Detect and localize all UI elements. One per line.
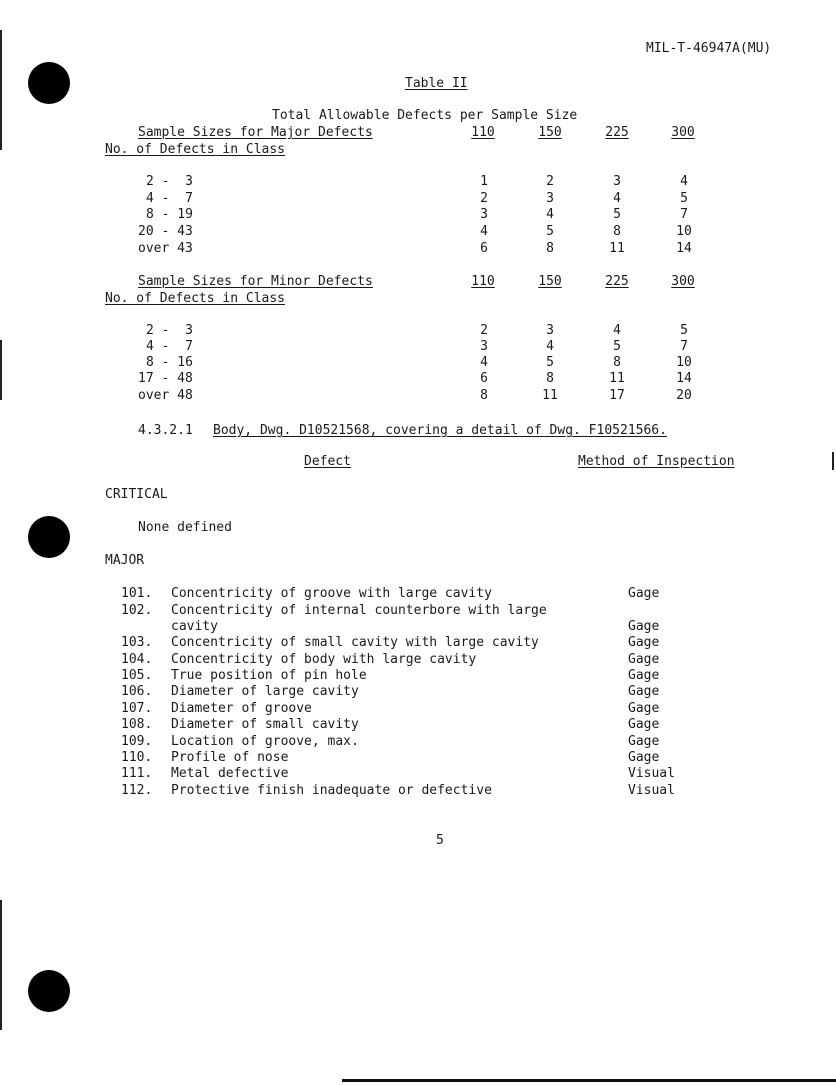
table-cell: 8	[613, 224, 621, 239]
defect-description: Concentricity of body with large cavity	[171, 652, 477, 667]
table-cell: 5	[546, 224, 554, 239]
defect-number: 106.	[121, 684, 153, 699]
inspection-method: Visual	[628, 766, 675, 781]
section-title: Body, Dwg. D10521568, covering a detail of Dwg. F10521566.	[213, 423, 667, 438]
inspection-method: Gage	[628, 717, 660, 732]
minor-subheading: No. of Defects in Class	[105, 291, 286, 306]
defect-number: 112.	[121, 783, 153, 798]
sample-size: 225	[605, 274, 629, 289]
document-id: MIL-T-46947A(MU)	[646, 41, 772, 56]
defect-description-continued: cavity	[171, 619, 218, 634]
defect-description: Protective finish inadequate or defective	[171, 783, 492, 798]
inspection-method: Gage	[628, 750, 660, 765]
defect-range: 8 - 19	[146, 207, 193, 222]
major-subheading: No. of Defects in Class	[105, 142, 286, 157]
table-cell: 4	[546, 339, 554, 354]
table-cell: 4	[680, 174, 688, 189]
sample-size: 110	[471, 125, 495, 140]
defect-number: 103.	[121, 635, 153, 650]
table-cell: 2	[546, 174, 554, 189]
punch-hole-bottom	[28, 970, 70, 1012]
bottom-scan-line	[342, 1079, 836, 1082]
table-cell: 4	[613, 323, 621, 338]
scan-edge-mark-right	[832, 452, 834, 470]
table-cell: 14	[676, 241, 692, 256]
defect-range: 20 - 43	[138, 224, 193, 239]
major-heading: Sample Sizes for Major Defects	[138, 125, 373, 140]
sample-size: 150	[538, 125, 562, 140]
table-cell: 11	[542, 388, 558, 403]
table-cell: 1	[480, 174, 488, 189]
table-cell: 11	[609, 371, 625, 386]
critical-none-defined: None defined	[138, 520, 232, 535]
table-cell: 5	[680, 191, 688, 206]
table-cell: 4	[480, 224, 488, 239]
minor-heading: Sample Sizes for Minor Defects	[138, 274, 373, 289]
inspection-method: Gage	[628, 734, 660, 749]
defect-number: 104.	[121, 652, 153, 667]
column-method-of-inspection: Method of Inspection	[578, 454, 735, 469]
sample-size: 150	[538, 274, 562, 289]
defect-range: over 43	[138, 241, 193, 256]
page-number: 5	[436, 833, 444, 848]
defect-description: Diameter of large cavity	[171, 684, 359, 699]
column-defect: Defect	[304, 454, 351, 469]
table-cell: 11	[609, 241, 625, 256]
table-cell: 3	[480, 207, 488, 222]
defect-range: 2 - 3	[146, 174, 193, 189]
table-cell: 3	[546, 323, 554, 338]
sample-size: 110	[471, 274, 495, 289]
defect-range: over 48	[138, 388, 193, 403]
defect-description: Location of groove, max.	[171, 734, 359, 749]
defect-description: Metal defective	[171, 766, 289, 781]
table-cell: 2	[480, 191, 488, 206]
table-title: Table II	[405, 76, 468, 91]
sample-size: 225	[605, 125, 629, 140]
inspection-method: Gage	[628, 619, 660, 634]
table-header: Total Allowable Defects per Sample Size	[272, 108, 578, 123]
table-cell: 14	[676, 371, 692, 386]
table-cell: 10	[676, 355, 692, 370]
punch-hole-middle	[28, 516, 70, 558]
section-number: 4.3.2.1	[138, 423, 193, 438]
inspection-method: Gage	[628, 668, 660, 683]
table-cell: 6	[480, 241, 488, 256]
inspection-method: Gage	[628, 684, 660, 699]
scan-edge-mark	[0, 30, 2, 150]
table-cell: 5	[613, 339, 621, 354]
defect-number: 105.	[121, 668, 153, 683]
defect-description: Concentricity of small cavity with large cavity	[171, 635, 539, 650]
defect-number: 109.	[121, 734, 153, 749]
table-cell: 17	[609, 388, 625, 403]
table-cell: 6	[480, 371, 488, 386]
defect-number: 108.	[121, 717, 153, 732]
table-cell: 5	[613, 207, 621, 222]
table-cell: 4	[613, 191, 621, 206]
table-cell: 2	[480, 323, 488, 338]
defect-range: 2 - 3	[146, 323, 193, 338]
scan-edge-mark	[0, 900, 2, 1030]
defect-range: 8 - 16	[146, 355, 193, 370]
table-cell: 5	[546, 355, 554, 370]
punch-hole-top	[28, 62, 70, 104]
inspection-method: Gage	[628, 701, 660, 716]
table-cell: 8	[546, 241, 554, 256]
defect-number: 110.	[121, 750, 153, 765]
table-cell: 8	[480, 388, 488, 403]
sample-size: 300	[671, 125, 695, 140]
defect-description: Profile of nose	[171, 750, 289, 765]
table-cell: 3	[546, 191, 554, 206]
sample-size: 300	[671, 274, 695, 289]
table-cell: 4	[480, 355, 488, 370]
defect-description: Concentricity of groove with large cavity	[171, 586, 492, 601]
defect-description: Diameter of groove	[171, 701, 312, 716]
defect-description: True position of pin hole	[171, 668, 367, 683]
defect-number: 107.	[121, 701, 153, 716]
defect-number: 111.	[121, 766, 153, 781]
defect-range: 4 - 7	[146, 339, 193, 354]
defect-description: Diameter of small cavity	[171, 717, 359, 732]
defect-number: 102.	[121, 603, 153, 618]
inspection-method: Gage	[628, 652, 660, 667]
defect-number: 101.	[121, 586, 153, 601]
defect-range: 4 - 7	[146, 191, 193, 206]
inspection-method: Visual	[628, 783, 675, 798]
table-cell: 4	[546, 207, 554, 222]
table-cell: 3	[613, 174, 621, 189]
major-label: MAJOR	[105, 553, 145, 568]
table-cell: 8	[546, 371, 554, 386]
defect-description: Concentricity of internal counterbore with large	[171, 603, 547, 618]
table-cell: 7	[680, 339, 688, 354]
scan-edge-mark	[0, 340, 2, 400]
critical-label: CRITICAL	[105, 487, 168, 502]
table-cell: 7	[680, 207, 688, 222]
table-cell: 3	[480, 339, 488, 354]
table-cell: 8	[613, 355, 621, 370]
defect-range: 17 - 48	[138, 371, 193, 386]
table-cell: 5	[680, 323, 688, 338]
table-cell: 10	[676, 224, 692, 239]
inspection-method: Gage	[628, 586, 660, 601]
table-cell: 20	[676, 388, 692, 403]
inspection-method: Gage	[628, 635, 660, 650]
